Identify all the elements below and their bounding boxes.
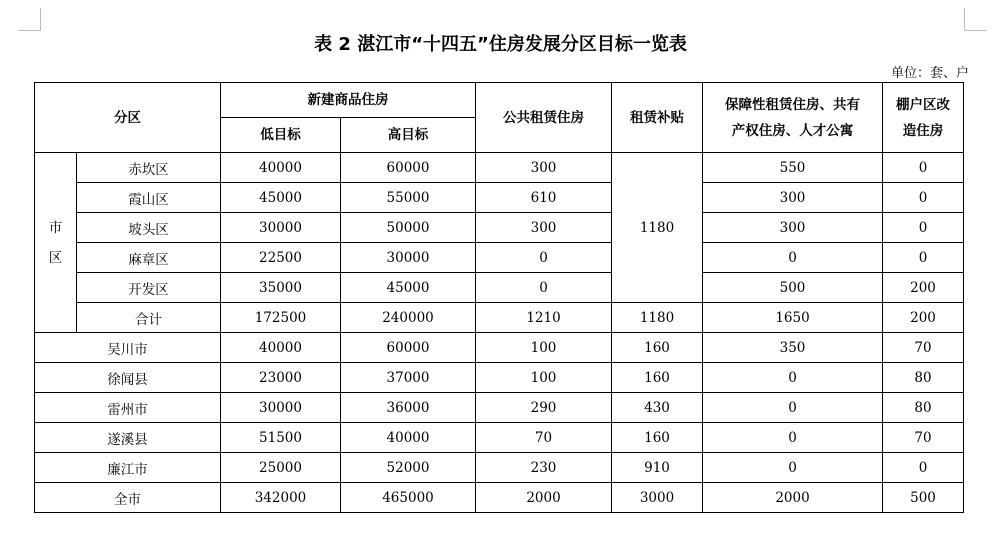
cell-public-rental: 0 xyxy=(476,243,612,273)
page-corner-mark-left xyxy=(18,8,41,31)
header-public-rental: 公共租赁住房 xyxy=(476,83,612,153)
cell-low: 35000 xyxy=(221,273,341,303)
district-name: 麻章区 xyxy=(77,243,221,273)
cell-city-rent-subsidy: 1180 xyxy=(612,153,703,303)
cell-affordable: 0 xyxy=(703,243,883,273)
cell-high: 50000 xyxy=(341,213,476,243)
cell-public-rental: 1210 xyxy=(476,303,612,333)
cell-shanty: 200 xyxy=(883,303,964,333)
cell-shanty: 80 xyxy=(883,393,964,423)
cell-affordable: 0 xyxy=(703,393,883,423)
header-high-target: 高目标 xyxy=(341,118,476,153)
cell-shanty: 70 xyxy=(883,333,964,363)
cell-low: 30000 xyxy=(221,213,341,243)
cell-high: 36000 xyxy=(341,393,476,423)
cell-low: 23000 xyxy=(221,363,341,393)
cell-affordable: 550 xyxy=(703,153,883,183)
region-name: 徐闻县 xyxy=(35,363,221,393)
header-new-housing: 新建商品住房 xyxy=(221,83,476,118)
cell-public-rental: 2000 xyxy=(476,483,612,513)
header-district: 分区 xyxy=(35,83,221,153)
cell-public-rental: 100 xyxy=(476,363,612,393)
cell-affordable: 2000 xyxy=(703,483,883,513)
cell-rent-subsidy: 1180 xyxy=(612,303,703,333)
cell-low: 22500 xyxy=(221,243,341,273)
cell-shanty: 0 xyxy=(883,213,964,243)
cell-shanty: 80 xyxy=(883,363,964,393)
header-shanty-renovation xyxy=(883,83,964,153)
cell-low: 172500 xyxy=(221,303,341,333)
cell-public-rental: 100 xyxy=(476,333,612,363)
cell-public-rental: 300 xyxy=(476,213,612,243)
cell-low: 51500 xyxy=(221,423,341,453)
cell-low: 25000 xyxy=(221,453,341,483)
cell-high: 52000 xyxy=(341,453,476,483)
table-row xyxy=(35,273,964,303)
cell-rent-subsidy: 3000 xyxy=(612,483,703,513)
cell-shanty: 500 xyxy=(883,483,964,513)
cell-high: 30000 xyxy=(341,243,476,273)
district-name: 开发区 xyxy=(77,273,221,303)
cell-affordable: 0 xyxy=(703,453,883,483)
cell-affordable: 300 xyxy=(703,213,883,243)
table-row xyxy=(35,393,964,423)
cell-shanty: 70 xyxy=(883,423,964,453)
district-name: 赤坎区 xyxy=(77,153,221,183)
region-name: 遂溪县 xyxy=(35,423,221,453)
subtotal-row xyxy=(35,303,964,333)
header-shanty-line1: 棚户区改 xyxy=(896,96,950,113)
cell-rent-subsidy: 430 xyxy=(612,393,703,423)
region-name: 廉江市 xyxy=(35,453,221,483)
cell-shanty: 200 xyxy=(883,273,964,303)
region-name: 雷州市 xyxy=(35,393,221,423)
cell-affordable: 0 xyxy=(703,423,883,453)
table-title: 表 2 湛江市“十四五”住房发展分区目标一览表 xyxy=(314,34,687,55)
cell-high: 60000 xyxy=(341,153,476,183)
table-row xyxy=(35,213,964,243)
header-rent-subsidy: 租赁补贴 xyxy=(612,83,703,153)
cell-shanty: 0 xyxy=(883,453,964,483)
cell-low: 342000 xyxy=(221,483,341,513)
total-row xyxy=(35,483,964,513)
header-affordable-housing xyxy=(703,83,883,153)
city-group-char2: 区 xyxy=(48,249,63,266)
table-row xyxy=(35,243,964,273)
cell-high: 45000 xyxy=(341,273,476,303)
cell-rent-subsidy: 160 xyxy=(612,333,703,363)
cell-shanty: 0 xyxy=(883,243,964,273)
header-shanty-line2: 造住房 xyxy=(902,122,944,139)
housing-targets-table xyxy=(34,82,964,513)
table-row xyxy=(35,423,964,453)
cell-rent-subsidy: 910 xyxy=(612,453,703,483)
cell-low: 40000 xyxy=(221,333,341,363)
cell-public-rental: 290 xyxy=(476,393,612,423)
region-name: 吴川市 xyxy=(35,333,221,363)
cell-high: 40000 xyxy=(341,423,476,453)
cell-low: 30000 xyxy=(221,393,341,423)
cell-affordable: 0 xyxy=(703,363,883,393)
city-group-char1: 市 xyxy=(48,219,63,236)
cell-rent-subsidy: 160 xyxy=(612,423,703,453)
district-name: 坡头区 xyxy=(77,213,221,243)
cell-low: 40000 xyxy=(221,153,341,183)
header-row-1 xyxy=(35,83,964,118)
cell-high: 465000 xyxy=(341,483,476,513)
cell-public-rental: 70 xyxy=(476,423,612,453)
table-row xyxy=(35,333,964,363)
header-low-target: 低目标 xyxy=(221,118,341,153)
unit-label: 单位：套、户 xyxy=(890,66,969,81)
total-label: 全市 xyxy=(35,483,221,513)
header-affordable-line1: 保障性租赁住房、共有 xyxy=(725,96,860,113)
cell-public-rental: 230 xyxy=(476,453,612,483)
cell-rent-subsidy: 160 xyxy=(612,363,703,393)
table-row xyxy=(35,183,964,213)
header-affordable-line2: 产权住房、人才公寓 xyxy=(731,122,854,139)
table-row xyxy=(35,363,964,393)
cell-shanty: 0 xyxy=(883,153,964,183)
cell-affordable: 300 xyxy=(703,183,883,213)
district-name: 霞山区 xyxy=(77,183,221,213)
cell-affordable: 500 xyxy=(703,273,883,303)
city-group-label xyxy=(35,153,77,333)
page-corner-mark-right xyxy=(964,8,987,31)
cell-high: 55000 xyxy=(341,183,476,213)
table-row xyxy=(35,153,964,183)
cell-affordable: 350 xyxy=(703,333,883,363)
cell-high: 60000 xyxy=(341,333,476,363)
table-row xyxy=(35,453,964,483)
cell-public-rental: 610 xyxy=(476,183,612,213)
cell-public-rental: 0 xyxy=(476,273,612,303)
cell-high: 240000 xyxy=(341,303,476,333)
cell-low: 45000 xyxy=(221,183,341,213)
cell-affordable: 1650 xyxy=(703,303,883,333)
cell-public-rental: 300 xyxy=(476,153,612,183)
cell-shanty: 0 xyxy=(883,183,964,213)
subtotal-label: 合计 xyxy=(77,303,221,333)
cell-high: 37000 xyxy=(341,363,476,393)
